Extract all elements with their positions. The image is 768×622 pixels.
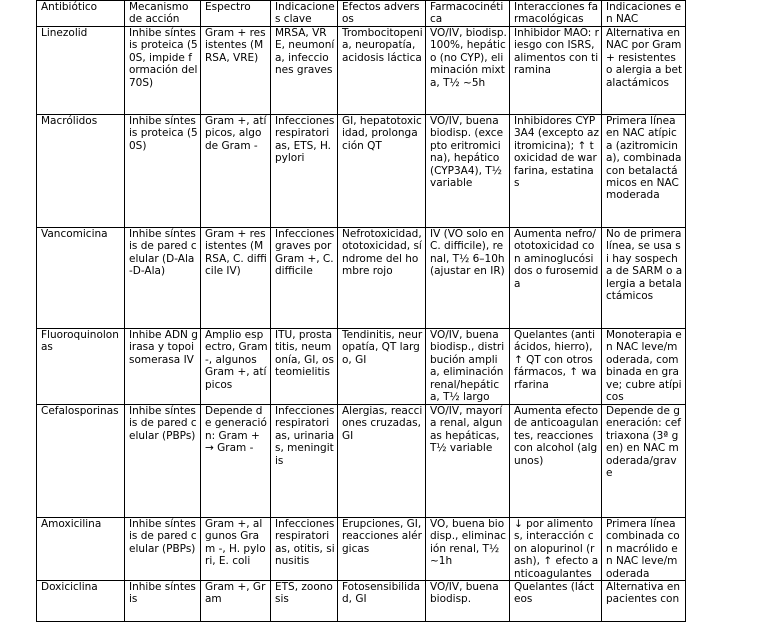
- table-cell: VO/IV, mayoría renal, algunas hepáticas, T½ variable: [426, 405, 510, 518]
- table-cell: Alternativa en pacientes con: [602, 581, 686, 622]
- table-cell: VO/IV, buena biodisp., distribución amplia, eliminación renal/hepática, T½ largo: [426, 329, 510, 405]
- table-cell: Primera línea en NAC atípica (azitromicina), combinada con betalactámicos en NAC moderada: [602, 115, 686, 228]
- table-cell: Inhibe síntesis proteica (50S): [125, 115, 201, 228]
- table-cell: Quelantes (lácteos: [510, 581, 602, 622]
- table-cell: Infecciones respiratorias, ETS, H. pylori: [271, 115, 338, 228]
- table-cell: ITU, prostatitis, neumonía, GI, osteomielitis: [271, 329, 338, 405]
- table-cell: Gram +, algunos Gram -, H. pylori, E. coli: [201, 518, 271, 581]
- table-cell: GI, hepatotoxicidad, prolongación QT: [338, 115, 426, 228]
- table-cell: Fluoroquinolonas: [37, 329, 125, 405]
- table-cell: Inhibidores CYP3A4 (excepto azitromicina); ↑ toxicidad de warfarina, estatinas: [510, 115, 602, 228]
- table-cell: Gram +, Gram: [201, 581, 271, 622]
- table-cell: Alergias, reacciones cruzadas, GI: [338, 405, 426, 518]
- table-row: [37, 518, 686, 581]
- antibiotics-table: [36, 0, 686, 622]
- table-cell: Depende de generación: ceftriaxona (3ª gen) en NAC moderada/grave: [602, 405, 686, 518]
- table-cell: Alternativa en NAC por Gram + resistentes o alergia a betalactámicos: [602, 27, 686, 115]
- header-cell: Efectos adversos: [338, 1, 426, 27]
- table-cell: Inhibe síntesis de pared celular (D-Ala-D-Ala): [125, 228, 201, 329]
- table-cell: Inhibidor MAO: riesgo con ISRS, alimentos con tiramina: [510, 27, 602, 115]
- table-cell: Tendinitis, neuropatía, QT largo, GI: [338, 329, 426, 405]
- table-cell: Infecciones graves por Gram +, C. difficile: [271, 228, 338, 329]
- table-cell: Cefalosporinas: [37, 405, 125, 518]
- table-cell: ETS, zoonosis: [271, 581, 338, 622]
- table-cell: Inhibe síntesis de pared celular (PBPs): [125, 405, 201, 518]
- table-cell: Monoterapia en NAC leve/moderada, combinada en grave; cubre atípicos: [602, 329, 686, 405]
- table-cell: VO, buena biodisp., eliminación renal, T½ ~1h: [426, 518, 510, 581]
- table-row: [37, 581, 686, 622]
- table-cell: Depende de generación: Gram + → Gram -: [201, 405, 271, 518]
- table-cell: Gram +, atípicos, algo de Gram -: [201, 115, 271, 228]
- header-cell: Farmacocinética: [426, 1, 510, 27]
- table-cell: Inhibe síntesis proteica (50S, impide formación del 70S): [125, 27, 201, 115]
- table-cell: VO/IV, buena biodisp.: [426, 581, 510, 622]
- table-cell: Quelantes (antiácidos, hierro), ↑ QT con otros fármacos, ↑ warfarina: [510, 329, 602, 405]
- header-cell: Antibiótico: [37, 1, 125, 27]
- table-row: [37, 228, 686, 329]
- table-cell: Erupciones, GI, reacciones alérgicas: [338, 518, 426, 581]
- header-row: [37, 1, 686, 27]
- table-cell: VO/IV, biodisp. 100%, hepático (no CYP), eliminación mixta, T½ ~5h: [426, 27, 510, 115]
- table-cell: MRSA, VRE, neumonía, infecciones graves: [271, 27, 338, 115]
- table-row: [37, 115, 686, 228]
- header-cell: Mecanismo de acción: [125, 1, 201, 27]
- table-cell: Gram + resistentes (MRSA, C. difficile IV): [201, 228, 271, 329]
- table-cell: Infecciones respiratorias, urinarias, meningitis: [271, 405, 338, 518]
- table-row: [37, 27, 686, 115]
- table-cell: Primera línea combinada con macrólido en NAC leve/moderada: [602, 518, 686, 581]
- table-row: [37, 329, 686, 405]
- table-cell: Amoxicilina: [37, 518, 125, 581]
- header-cell: Espectro: [201, 1, 271, 27]
- table-cell: Aumenta efecto de anticoagulantes, reacciones con alcohol (algunos): [510, 405, 602, 518]
- table-cell: Linezolid: [37, 27, 125, 115]
- header-cell: Interacciones farmacológicas: [510, 1, 602, 27]
- table-cell: Macrólidos: [37, 115, 125, 228]
- table-cell: VO/IV, buena biodisp. (excepto eritromicina), hepático (CYP3A4), T½ variable: [426, 115, 510, 228]
- table-cell: ↓ por alimentos, interacción con alopurinol (rash), ↑ efecto anticoagulantes: [510, 518, 602, 581]
- header-cell: Indicaciones en NAC: [602, 1, 686, 27]
- table-cell: Inhibe ADN girasa y topoisomerasa IV: [125, 329, 201, 405]
- table-cell: Vancomicina: [37, 228, 125, 329]
- table-cell: IV (VO solo en C. difficile), renal, T½ 6–10h (ajustar en IR): [426, 228, 510, 329]
- header-cell: Indicaciones clave: [271, 1, 338, 27]
- table-cell: No de primera línea, se usa si hay sospecha de SARM o alergia a betalactámicos: [602, 228, 686, 329]
- table-row: [37, 405, 686, 518]
- table-cell: Inhibe síntesis de pared celular (PBPs): [125, 518, 201, 581]
- table-cell: Doxiciclina: [37, 581, 125, 622]
- table-cell: Fotosensibilidad, GI: [338, 581, 426, 622]
- table-cell: Trombocitopenia, neuropatía, acidosis láctica: [338, 27, 426, 115]
- table-cell: Nefrotoxicidad, ototoxicidad, síndrome del hombre rojo: [338, 228, 426, 329]
- table-cell: Inhibe síntesis: [125, 581, 201, 622]
- table-cell: Gram + resistentes (MRSA, VRE): [201, 27, 271, 115]
- table-cell: Infecciones respiratorias, otitis, sinusitis: [271, 518, 338, 581]
- table-cell: Amplio espectro, Gram -, algunos Gram +, atípicos: [201, 329, 271, 405]
- table-cell: Aumenta nefro/ototoxicidad con aminoglucósidos o furosemida: [510, 228, 602, 329]
